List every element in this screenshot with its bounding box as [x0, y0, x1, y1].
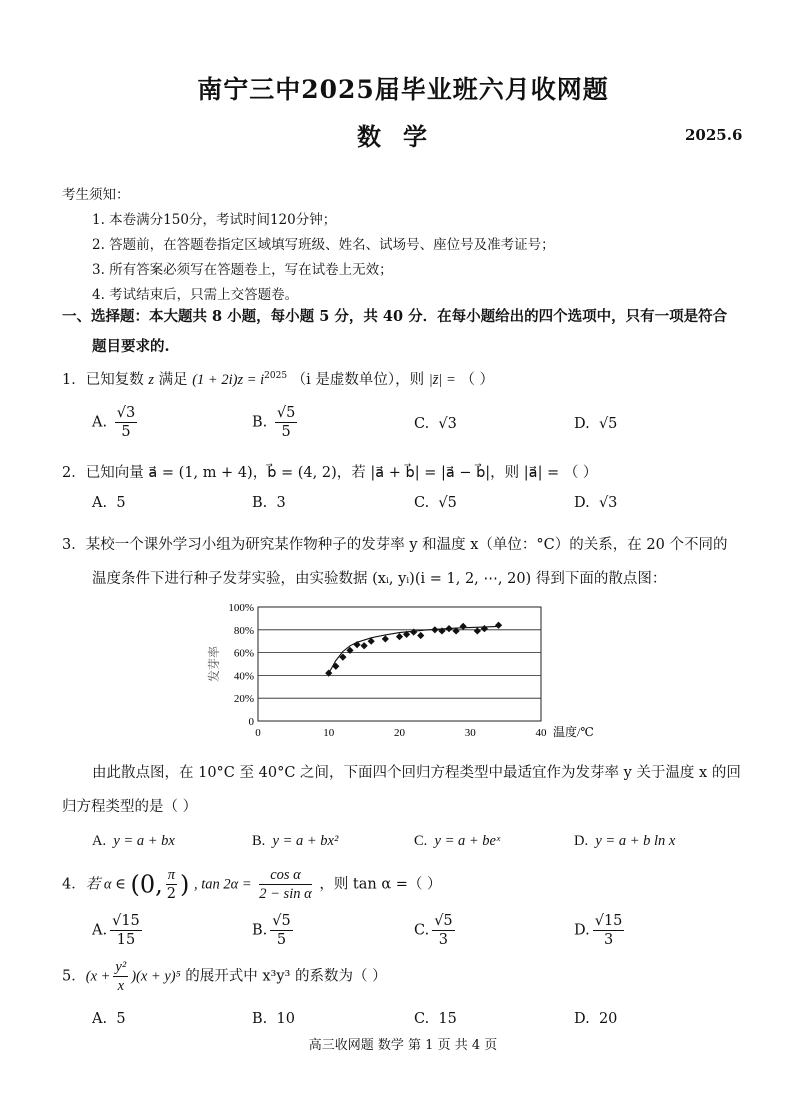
data-point	[353, 641, 360, 648]
option-text: √3	[598, 495, 618, 511]
data-point	[332, 663, 339, 670]
q5-frac-den: x	[117, 978, 125, 994]
notice-heading: 考生须知：	[62, 187, 130, 203]
exam-date: 2025.6	[685, 126, 743, 144]
q5-option-c	[414, 1011, 457, 1027]
option-label: B.	[252, 414, 268, 431]
x-tick-label: 20	[394, 727, 405, 739]
q1-paren: （i 是虚数单位），则	[291, 372, 425, 388]
y-axis-label: 发芽率	[207, 645, 221, 683]
q1-pre: 已知复数	[85, 372, 144, 388]
q5-option-b	[252, 1011, 295, 1027]
q4-pre: 若 α ∈	[85, 876, 126, 893]
option-text: √5	[598, 416, 618, 432]
q1-abs: |z̄| =	[428, 372, 456, 388]
option-label: C.	[414, 833, 428, 849]
q1-number: 1．	[62, 372, 86, 388]
option-den: 5	[281, 424, 291, 440]
question-3-line2: 温度条件下进行种子发芽实验，由实验数据 (xᵢ, yᵢ)(i = 1, 2, ⋯, 20) 得到下面的散点图：	[92, 571, 667, 587]
q2-option-b	[252, 495, 286, 511]
option-text: 10	[276, 1011, 295, 1027]
option-den: 5	[276, 932, 287, 948]
q5-option-a	[92, 1011, 126, 1027]
option-text: 5	[116, 1011, 126, 1027]
option-text: y = a + beˣ	[434, 833, 501, 849]
q1-option-d	[574, 416, 617, 432]
q4-frac-den: 2 − sin α	[259, 886, 312, 902]
data-point	[361, 642, 368, 649]
y-tick-label: 40%	[233, 670, 254, 683]
q4-option-a	[92, 912, 145, 949]
q2-option-c	[414, 495, 457, 511]
q5-number: 5．	[62, 968, 86, 985]
q5-left: (x +	[85, 968, 111, 985]
option-label: D.	[574, 495, 590, 511]
q1-blank: （ ）	[460, 372, 495, 388]
notice-item-4: 4. 考试结束后，只需上交答题卷。	[92, 287, 299, 303]
data-point	[495, 622, 502, 629]
data-point	[417, 632, 424, 639]
q5-post: 的展开式中 x³y³ 的系数为（ ）	[185, 968, 387, 985]
q5-frac-num: y²	[115, 959, 127, 975]
option-num: √3	[116, 405, 136, 421]
option-label: C.	[414, 1011, 430, 1027]
option-label: A.	[92, 495, 108, 511]
option-label: D.	[574, 416, 590, 432]
q4-option-b	[252, 912, 296, 949]
y-tick-label: 0	[248, 716, 254, 728]
q3-text-1: 某校一个课外学习小组为研究某作物种子的发芽率 y 和温度 x（单位：°C）的关系，在 20 个不同的	[85, 537, 728, 553]
page-footer: 高三收网题 数学 第 1 页 共 4 页	[308, 1038, 498, 1053]
question-3-line4: 归方程类型的是（ ）	[62, 799, 198, 815]
question-1	[62, 368, 494, 389]
option-num: √15	[112, 913, 140, 929]
option-num: √5	[434, 913, 453, 929]
option-label: D.	[574, 922, 590, 939]
q4-interval-right: )	[179, 870, 190, 899]
option-den: 3	[438, 932, 449, 948]
option-text: y = a + bx	[113, 833, 175, 849]
scatter-chart	[195, 596, 615, 746]
option-label: D.	[574, 833, 589, 849]
q4-two: 2	[166, 886, 176, 902]
q4-post: ，则 tan α =（ ）	[319, 876, 442, 893]
question-4	[62, 866, 442, 903]
question-2	[62, 461, 597, 482]
q2-option-a	[92, 495, 126, 511]
data-point	[460, 623, 467, 630]
q1-mid: 满足	[158, 372, 188, 388]
data-point	[382, 635, 389, 642]
q4-interval-left: (0,	[130, 870, 163, 899]
option-label: A.	[92, 1011, 108, 1027]
y-tick-label: 20%	[233, 693, 254, 706]
q1-option-b	[252, 404, 300, 441]
x-tick-label: 40	[535, 727, 547, 739]
q3-option-d	[574, 833, 675, 850]
option-label: A.	[92, 833, 107, 849]
x-tick-label: 30	[464, 727, 476, 739]
notice-item-1: 1. 本卷满分150分，考试时间120分钟；	[92, 212, 337, 228]
q2-blank: （ ）	[563, 465, 598, 481]
q1-equation: (1 + 2i)z = i	[192, 372, 265, 388]
option-text: y = a + b ln x	[595, 833, 676, 849]
data-point	[481, 625, 488, 632]
q2-number: 2．	[62, 465, 86, 481]
q4-option-c	[414, 912, 458, 949]
q5-option-d	[574, 1011, 617, 1027]
exam-title: 南宁三中2025届毕业班六月收网题	[197, 75, 609, 104]
section-heading: 一、选择题：本大题共 8 小题，每小题 5 分，共 40 分．在每小题给出的四个选项中，只有一项是符合	[62, 308, 728, 325]
option-label: C.	[414, 922, 430, 939]
section-heading-cont: 题目要求的.	[92, 338, 170, 355]
q2-option-d	[574, 495, 617, 511]
option-text: √5	[438, 495, 457, 511]
subject-title: 数学	[357, 122, 449, 151]
q5-right: )(x + y)⁵	[131, 968, 181, 985]
question-3-line3: 由此散点图，在 10°C 至 40°C 之间，下面四个回归方程类型中最适宜作为发芽率 y 关于温度 x 的回	[92, 765, 741, 781]
option-text: 5	[116, 495, 126, 511]
q2-text: 已知向量 a⃗ = (1, m + 4)，b⃗ = (4, 2)，若 |a⃗ + b⃗| = |a⃗ − b⃗|，则 |a⃗| =	[85, 465, 560, 481]
option-text: √3	[438, 416, 457, 432]
q4-tan: , tan 2α =	[193, 876, 252, 893]
option-num: √5	[276, 405, 296, 421]
notice-item-2: 2. 答题前，在答题卷指定区域填写班级、姓名、试场号、座位号及准考证号；	[92, 237, 555, 253]
option-text: 3	[276, 495, 286, 511]
data-point	[445, 625, 452, 632]
q1-z: z	[148, 372, 154, 388]
option-den: 5	[121, 424, 131, 440]
q1-option-c	[414, 416, 457, 432]
x-axis-label: 温度/℃	[553, 725, 594, 739]
option-den: 15	[116, 932, 136, 948]
q3-number: 3．	[62, 537, 86, 553]
q4-number: 4．	[62, 876, 86, 893]
data-point	[431, 626, 438, 633]
q4-frac-num: cos α	[259, 866, 311, 885]
y-tick-label: 80%	[233, 624, 254, 637]
q1-exponent: 2025	[264, 371, 288, 382]
x-tick-label: 10	[323, 727, 335, 739]
option-label: B.	[252, 833, 266, 849]
x-tick-label: 0	[255, 727, 261, 739]
option-text: 15	[438, 1011, 457, 1027]
y-tick-label: 100%	[228, 602, 254, 614]
question-3-line1	[62, 533, 727, 554]
option-label: C.	[414, 495, 430, 511]
q1-option-a	[92, 404, 140, 441]
q4-option-d	[574, 912, 627, 949]
option-num: √5	[272, 913, 291, 929]
option-label: B.	[252, 1011, 268, 1027]
question-5	[62, 958, 387, 995]
option-label: A.	[92, 414, 108, 431]
option-text: 20	[598, 1011, 618, 1027]
option-num: √15	[594, 913, 623, 929]
y-tick-label: 60%	[233, 647, 254, 660]
q3-option-a	[92, 833, 175, 850]
option-label: A.	[92, 922, 108, 939]
q4-pi: π	[167, 867, 175, 883]
data-point	[474, 627, 481, 634]
option-den: 3	[603, 932, 614, 948]
option-label: C.	[414, 416, 430, 432]
notice-item-3: 3. 所有答案必须写在答题卷上，写在试卷上无效；	[92, 262, 393, 278]
option-label: B.	[252, 922, 268, 939]
data-point	[396, 633, 403, 640]
option-text: y = a + bx²	[272, 833, 339, 849]
q3-option-b	[252, 833, 338, 850]
option-label: D.	[574, 1011, 590, 1027]
option-label: B.	[252, 495, 268, 511]
q3-option-c	[414, 833, 500, 850]
